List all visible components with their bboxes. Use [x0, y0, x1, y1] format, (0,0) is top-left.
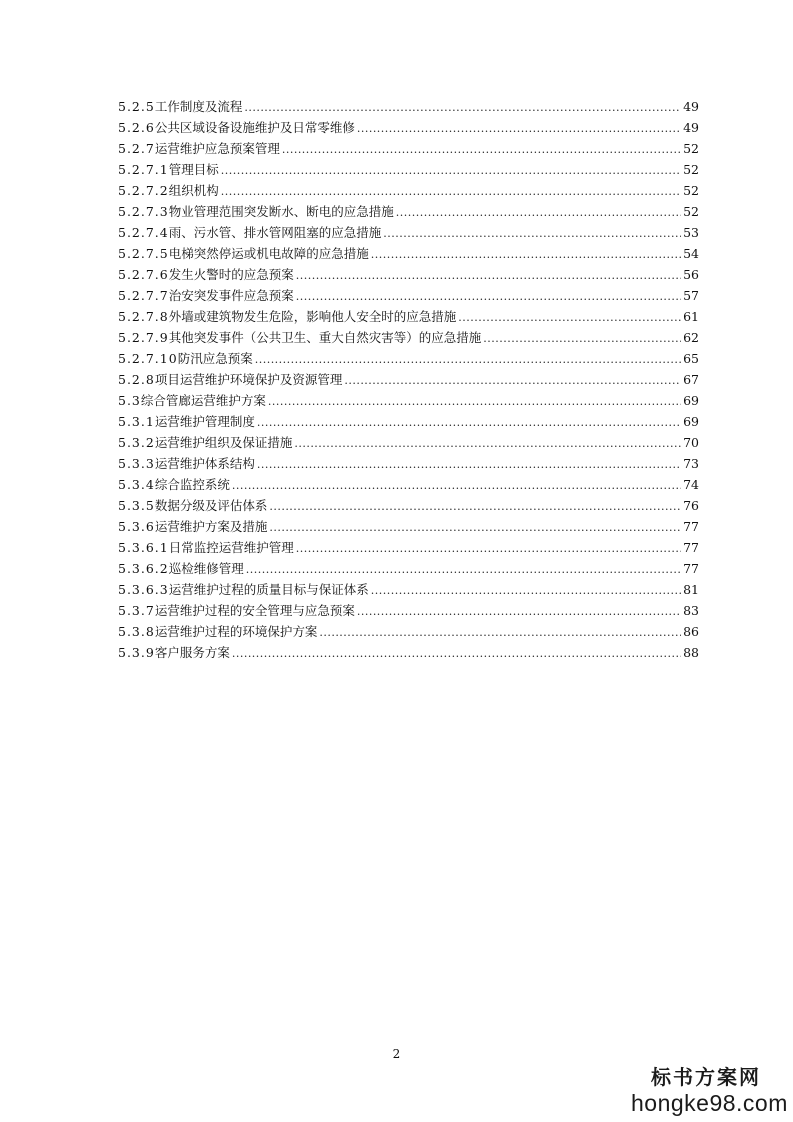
toc-dot-leader [296, 265, 681, 286]
toc-entry[interactable] [118, 138, 699, 159]
toc-dot-leader [282, 139, 681, 160]
toc-entry-number: 5.3.4 [118, 477, 155, 492]
toc-entry[interactable] [118, 579, 699, 600]
toc-entry-page: 49 [683, 120, 699, 135]
toc-entry-page: 52 [683, 162, 699, 177]
toc-entry-title: 运营维护过程的质量目标与保证体系 [168, 582, 369, 597]
toc-dot-leader [383, 223, 681, 244]
toc-entry-page: 57 [683, 288, 699, 303]
toc-dot-leader [269, 517, 681, 538]
toc-entry-page: 56 [683, 267, 699, 282]
toc-entry-title: 项目运营维护环境保护及资源管理 [154, 372, 343, 387]
toc-entry-number: 5.2.6 [118, 120, 155, 135]
toc-entry[interactable] [118, 453, 699, 474]
toc-entry-page: 70 [683, 435, 699, 450]
toc-entry-title: 运营维护组织及保证措施 [154, 435, 293, 450]
toc-entry-number: 5.2.7.7 [118, 288, 169, 303]
toc-entry-number: 5.3.6.2 [118, 561, 169, 576]
toc-entry-title: 日常监控运营维护管理 [168, 540, 294, 555]
toc-entry[interactable] [118, 432, 699, 453]
toc-entry[interactable] [118, 474, 699, 495]
toc-entry[interactable] [118, 159, 699, 180]
toc-entry-page: 52 [683, 141, 699, 156]
toc-entry[interactable] [118, 621, 699, 642]
toc-dot-leader [257, 412, 681, 433]
toc-dot-leader [232, 475, 681, 496]
toc-dot-leader [268, 391, 681, 412]
toc-entry-page: 88 [683, 645, 699, 660]
toc-entry-page: 76 [683, 498, 699, 513]
toc-entry-number: 5.3.2 [118, 435, 155, 450]
toc-entry[interactable] [118, 348, 699, 369]
toc-entry-page: 83 [683, 603, 699, 618]
toc-entry-title: 运营维护方案及措施 [154, 519, 268, 534]
toc-entry-number: 5.3 [118, 393, 141, 408]
toc-entry-number: 5.2.8 [118, 372, 155, 387]
toc-dot-leader [246, 559, 681, 580]
toc-dot-leader [269, 496, 681, 517]
toc-entry-title: 电梯突然停运或机电故障的应急措施 [168, 246, 369, 261]
toc-entry-page: 69 [683, 393, 699, 408]
toc-entry-title: 综合管廊运营维护方案 [140, 393, 266, 408]
toc-entry[interactable] [118, 537, 699, 558]
toc-entry-page: 73 [683, 456, 699, 471]
toc-dot-leader [244, 97, 681, 118]
toc-entry-title: 外墙或建筑物发生危险，影响他人安全时的应急措施 [168, 309, 457, 324]
toc-dot-leader [458, 307, 681, 328]
toc-dot-leader [319, 622, 681, 643]
toc-entry-number: 5.2.7.9 [118, 330, 169, 345]
toc-entry-number: 5.3.6.3 [118, 582, 169, 597]
toc-entry-title: 公共区域设备设施维护及日常零维修 [154, 120, 355, 135]
toc-entry-title: 综合监控系统 [154, 477, 230, 492]
toc-entry-number: 5.3.7 [118, 603, 155, 618]
toc-entry[interactable] [118, 642, 699, 663]
toc-entry[interactable] [118, 117, 699, 138]
toc-entry[interactable] [118, 495, 699, 516]
toc-entry-number: 5.3.6 [118, 519, 155, 534]
toc-entry-title: 其他突发事件（公共卫生、重大自然灾害等）的应急措施 [168, 330, 482, 345]
toc-entry-title: 客户服务方案 [154, 645, 230, 660]
toc-dot-leader [257, 454, 681, 475]
toc-entry[interactable] [118, 264, 699, 285]
toc-entry[interactable] [118, 411, 699, 432]
toc-entry-title: 运营维护管理制度 [154, 414, 255, 429]
toc-entry-number: 5.3.1 [118, 414, 155, 429]
toc-entry[interactable] [118, 180, 699, 201]
toc-entry-page: 65 [683, 351, 699, 366]
toc-entry-number: 5.2.7.4 [118, 225, 169, 240]
toc-entry-number: 5.3.3 [118, 456, 155, 471]
toc-entry[interactable] [118, 285, 699, 306]
toc-entry-title: 发生火警时的应急预案 [168, 267, 294, 282]
toc-entry-title: 运营维护过程的安全管理与应急预案 [154, 603, 355, 618]
toc-entry-number: 5.3.5 [118, 498, 155, 513]
toc-dot-leader [344, 370, 681, 391]
toc-entry-title: 工作制度及流程 [154, 99, 243, 114]
toc-entry[interactable] [118, 390, 699, 411]
toc-entry-page: 74 [683, 477, 699, 492]
toc-dot-leader [296, 286, 681, 307]
toc-entry-page: 77 [683, 519, 699, 534]
toc-entry-page: 49 [683, 99, 699, 114]
toc-dot-leader [294, 433, 681, 454]
toc-entry-number: 5.2.7.5 [118, 246, 169, 261]
toc-entry[interactable] [118, 558, 699, 579]
toc-dot-leader [483, 328, 681, 349]
toc-entry-number: 5.3.6.1 [118, 540, 169, 555]
toc-entry-number: 5.2.5 [118, 99, 155, 114]
toc-entry[interactable] [118, 306, 699, 327]
toc-entry-page: 69 [683, 414, 699, 429]
toc-entry[interactable] [118, 243, 699, 264]
toc-entry-page: 77 [683, 540, 699, 555]
toc-entry-page: 54 [683, 246, 699, 261]
toc-dot-leader [255, 349, 681, 370]
toc-entry-page: 77 [683, 561, 699, 576]
toc-entry-number: 5.3.8 [118, 624, 155, 639]
toc-entry[interactable] [118, 222, 699, 243]
toc-entry-title: 雨、污水管、排水管网阻塞的应急措施 [168, 225, 382, 240]
toc-dot-leader [296, 538, 681, 559]
toc-dot-leader [371, 580, 681, 601]
toc-entry-title: 物业管理范围突发断水、断电的应急措施 [168, 204, 394, 219]
toc-entry-number: 5.2.7.1 [118, 162, 169, 177]
toc-entry[interactable] [118, 327, 699, 348]
toc-entry-page: 61 [683, 309, 699, 324]
toc-dot-leader [357, 118, 681, 139]
toc-entry[interactable] [118, 369, 699, 390]
toc-entry-number: 5.2.7.2 [118, 183, 169, 198]
toc-dot-leader [396, 202, 681, 223]
toc-entry-title: 治安突发事件应急预案 [168, 288, 294, 303]
toc-entry-title: 组织机构 [168, 183, 219, 198]
toc-entry-number: 5.2.7.6 [118, 267, 169, 282]
toc-entry-title: 防汛应急预案 [177, 351, 253, 366]
toc-entry-page: 67 [683, 372, 699, 387]
toc-entry-page: 86 [683, 624, 699, 639]
watermark-text: 标书方案网 [651, 1065, 761, 1089]
toc-entry-number: 5.2.7.8 [118, 309, 169, 324]
toc-entry-title: 数据分级及评估体系 [154, 498, 268, 513]
toc-entry-page: 81 [683, 582, 699, 597]
toc-entry-page: 62 [683, 330, 699, 345]
toc-entry-number: 5.2.7.3 [118, 204, 169, 219]
toc-entry-title: 管理目标 [168, 162, 219, 177]
toc-entry-title: 运营维护应急预案管理 [154, 141, 280, 156]
toc-dot-leader [357, 601, 681, 622]
toc-dot-leader [221, 160, 681, 181]
toc-dot-leader [371, 244, 681, 265]
toc-entry-number: 5.3.9 [118, 645, 155, 660]
toc-entry[interactable] [118, 96, 699, 117]
toc-entry-title: 运营维护体系结构 [154, 456, 255, 471]
table-of-contents [118, 96, 699, 663]
toc-entry-page: 52 [683, 183, 699, 198]
toc-dot-leader [221, 181, 681, 202]
toc-entry-title: 运营维护过程的环境保护方案 [154, 624, 318, 639]
page-number: 2 [392, 1047, 401, 1061]
watermark-url: hongke98.com [631, 1090, 788, 1116]
toc-entry[interactable] [118, 516, 699, 537]
toc-entry-page: 52 [683, 204, 699, 219]
toc-entry-number: 5.2.7 [118, 141, 155, 156]
toc-entry[interactable] [118, 201, 699, 222]
toc-entry-number: 5.2.7.10 [118, 351, 178, 366]
toc-dot-leader [232, 643, 681, 664]
toc-entry-title: 巡检维修管理 [168, 561, 244, 576]
toc-entry-page: 53 [683, 225, 699, 240]
toc-entry[interactable] [118, 600, 699, 621]
watermark-logo [631, 1064, 788, 1116]
